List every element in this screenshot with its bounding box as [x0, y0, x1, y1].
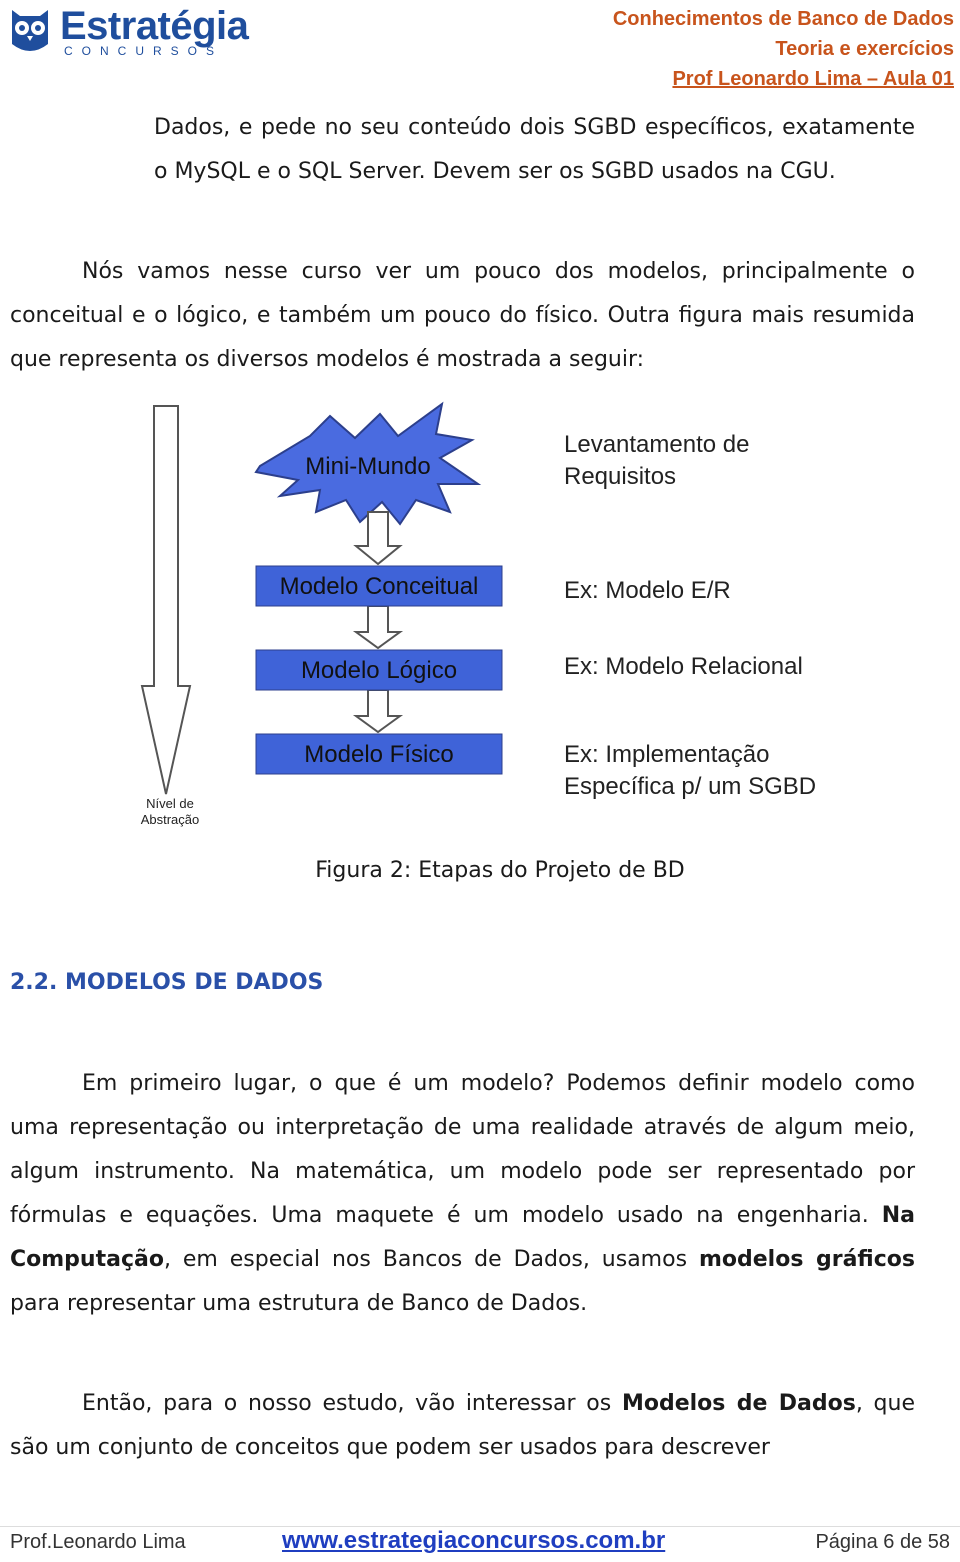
text-run: Então, para o nosso estudo, vão interessar os	[82, 1391, 622, 1416]
star-label: Mini-Mundo	[305, 453, 431, 480]
implementation-label-2: Específica p/ um SGBD	[564, 773, 817, 800]
bold-run: modelos gráficos	[698, 1247, 915, 1272]
paragraph-models-intro: Nós vamos nesse curso ver um pouco dos modelos, principalmente o conceitual e o lógico, e também um pouco do físico. Outra figura mais resumida que representa os diversos modelos é mostrada a seguir:	[10, 259, 915, 372]
paragraph-continuation: Dados, e pede no seu conteúdo dois SGBD específicos, exatamente o MySQL e o SQL Server. Devem ser os SGBD usados na CGU.	[154, 115, 915, 184]
paragraph-model-definition	[10, 1062, 915, 1326]
text-run: para representar uma estrutura de Banco de Dados.	[10, 1291, 588, 1316]
figure-caption: Figura 2: Etapas do Projeto de BD	[315, 858, 685, 883]
header-lesson: Prof Leonardo Lima – Aula 01	[672, 68, 954, 90]
abstraction-label-2: Abstração	[140, 812, 200, 827]
text-run: , que são um conjunto de conceitos que podem ser usados para descrever	[10, 1391, 916, 1460]
brand-logo	[8, 4, 288, 60]
header-info	[613, 4, 954, 94]
box-physical-label: Modelo Físico	[304, 741, 454, 768]
requirements-label-1: Levantamento de	[564, 431, 750, 458]
box-conceptual-label: Modelo Conceitual	[279, 573, 479, 600]
brand-subtitle: CONCURSOS	[64, 44, 224, 58]
er-example-label: Ex: Modelo E/R	[564, 577, 731, 604]
arrow-down-2	[356, 606, 400, 648]
abstraction-label-1: Nível de	[146, 796, 194, 811]
footer-author: Prof.Leonardo Lima	[10, 1531, 186, 1553]
text-run: Em primeiro lugar, o que é um modelo? Podemos definir modelo como uma representação ou interpretação de uma realidade através de algum meio, algum instrumento. Na matemática, um modelo pode ser representado por fórmulas e equações. Uma maquete é um modelo usado na engenharia.	[10, 1071, 915, 1228]
abstraction-arrow	[142, 406, 190, 794]
header-course: Conhecimentos de Banco de Dados	[612, 8, 954, 30]
page-footer	[0, 1526, 960, 1562]
owl-icon	[8, 6, 52, 56]
header-subtitle: Teoria e exercícios	[775, 38, 954, 60]
relational-example-label: Ex: Modelo Relacional	[564, 653, 803, 680]
text-run: , em especial nos Bancos de Dados, usamos	[163, 1247, 699, 1272]
paragraph-data-models	[10, 1382, 915, 1470]
bold-run: Modelos de Dados	[621, 1391, 856, 1416]
footer-website-link[interactable]: www.estrategiaconcursos.com.br	[282, 1527, 666, 1554]
section-heading: 2.2. MODELOS DE DADOS	[10, 970, 324, 995]
requirements-label-2: Requisitos	[564, 463, 677, 490]
db-design-stages-diagram	[120, 396, 880, 836]
box-logical-label: Modelo Lógico	[300, 657, 458, 684]
implementation-label-1: Ex: Implementação	[564, 741, 770, 768]
footer-page-number: Página 6 de 58	[815, 1531, 950, 1553]
bold-run: Na Computação	[10, 1203, 915, 1272]
arrow-down-3	[356, 690, 400, 732]
brand-name: Estratégia	[60, 4, 249, 48]
